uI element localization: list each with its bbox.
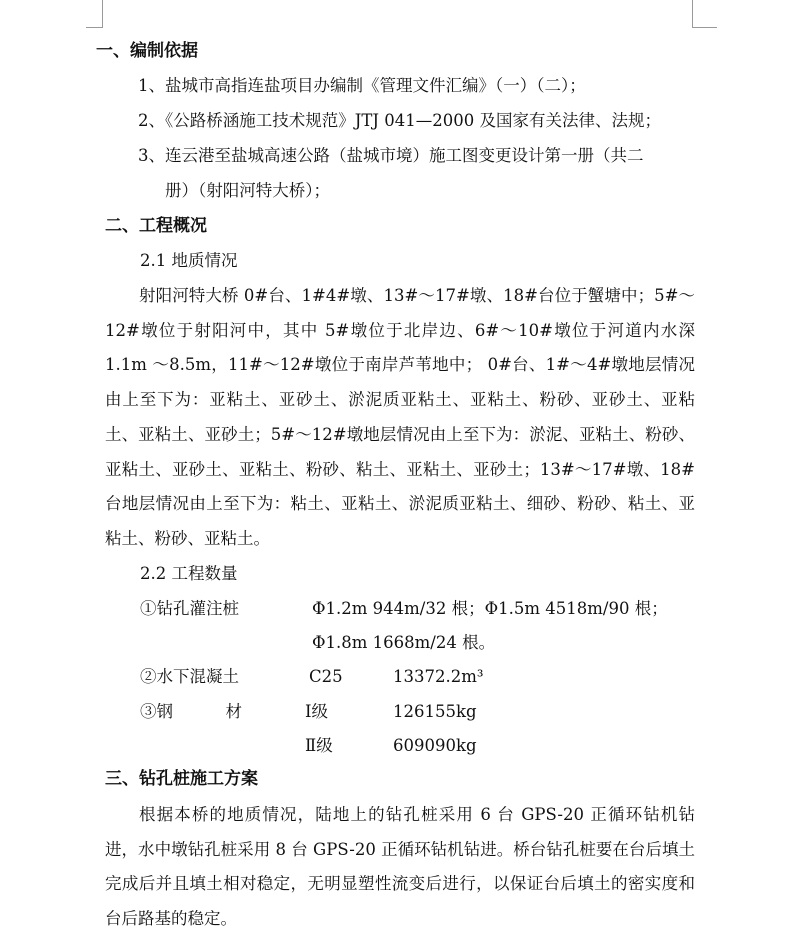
section-3-title: 三、钻孔桩施工方案 [105, 769, 258, 789]
subsection-quantity-title: 2.2 工程数量 [140, 564, 238, 583]
concrete-grade: C25 [309, 667, 343, 686]
crop-mark-left [86, 0, 103, 28]
section-2-title: 二、工程概况 [105, 216, 207, 236]
crop-mark-right [692, 0, 717, 28]
concrete-label: ②水下混凝土 [140, 667, 239, 686]
basis-item-2: 2、《公路桥涵施工技术规范》JTJ 041—2000 及国家有关法律、法规； [138, 111, 661, 130]
pile-label: ①钻孔灌注桩 [140, 599, 239, 618]
subsection-geology-title: 2.1 地质情况 [140, 251, 238, 270]
pile-spec-line2: Φ1.8m 1668m/24 根。 [312, 633, 496, 652]
geology-paragraph [105, 279, 695, 557]
steel-grade-2: Ⅱ级 [305, 736, 333, 755]
steel-label: ③钢 材 [140, 702, 242, 721]
section-1-title: 一、编制依据 [96, 41, 198, 61]
basis-item-3: 3、连云港至盐城高速公路（盐城市境）施工图变更设计第一册（共二 [138, 146, 644, 165]
pile-spec-line1: Φ1.2m 944m/32 根；Φ1.5m 4518m/90 根； [312, 599, 668, 618]
basis-item-1: 1、盐城市高指连盐项目办编制《管理文件汇编》（一）（二）； [138, 76, 586, 95]
geology-text: 射阳河特大桥 0#台、1#4#墩、13#～17#墩、18#台位于蟹塘中；5#～12#墩位于射阳河中，其中 5#墩位于北岸边、6#～10#墩位于河道内水深 1.1m ～8.5m，11#～12#墩位于南岸芦苇地中； 0#台、1#～4#墩地层情况由上至下为：亚粘土、亚砂土、淤泥质亚粘土、亚粘土、粉砂、亚砂土、亚粘土、亚粘土、亚砂土；5#～12#墩地层情况由上至下为：淤泥、亚粘土、粉砂、亚粘土、亚砂土、亚粘土、粉砂、粘土、亚粘土、亚砂土；13#～17#墩、18#台地层情况由上至下为：粘土、亚粘土、淤泥质亚粘土、细砂、粉砂、粘土、亚粘土、粉砂、亚粘土。 [105, 286, 695, 548]
construction-plan-text: 根据本桥的地质情况，陆地上的钻孔桩采用 6 台 GPS-20 正循环钻机钻进，水中墩钻孔桩采用 8 台 GPS-20 正循环钻机钻进。桥台钻孔桩要在台后填土完成后并且填土相对稳定，无明显塑性流变后进行，以保证台后填土的密实度和台后路基的稳定。 [105, 805, 695, 929]
basis-item-3-cont: 册）（射阳河特大桥）； [165, 181, 330, 200]
steel-quantity-2: 609090kg [393, 736, 477, 755]
steel-quantity-1: 126155kg [393, 702, 477, 721]
concrete-quantity: 13372.2m³ [393, 667, 484, 686]
construction-plan-paragraph [105, 798, 695, 937]
steel-grade-1: Ⅰ级 [305, 702, 329, 721]
